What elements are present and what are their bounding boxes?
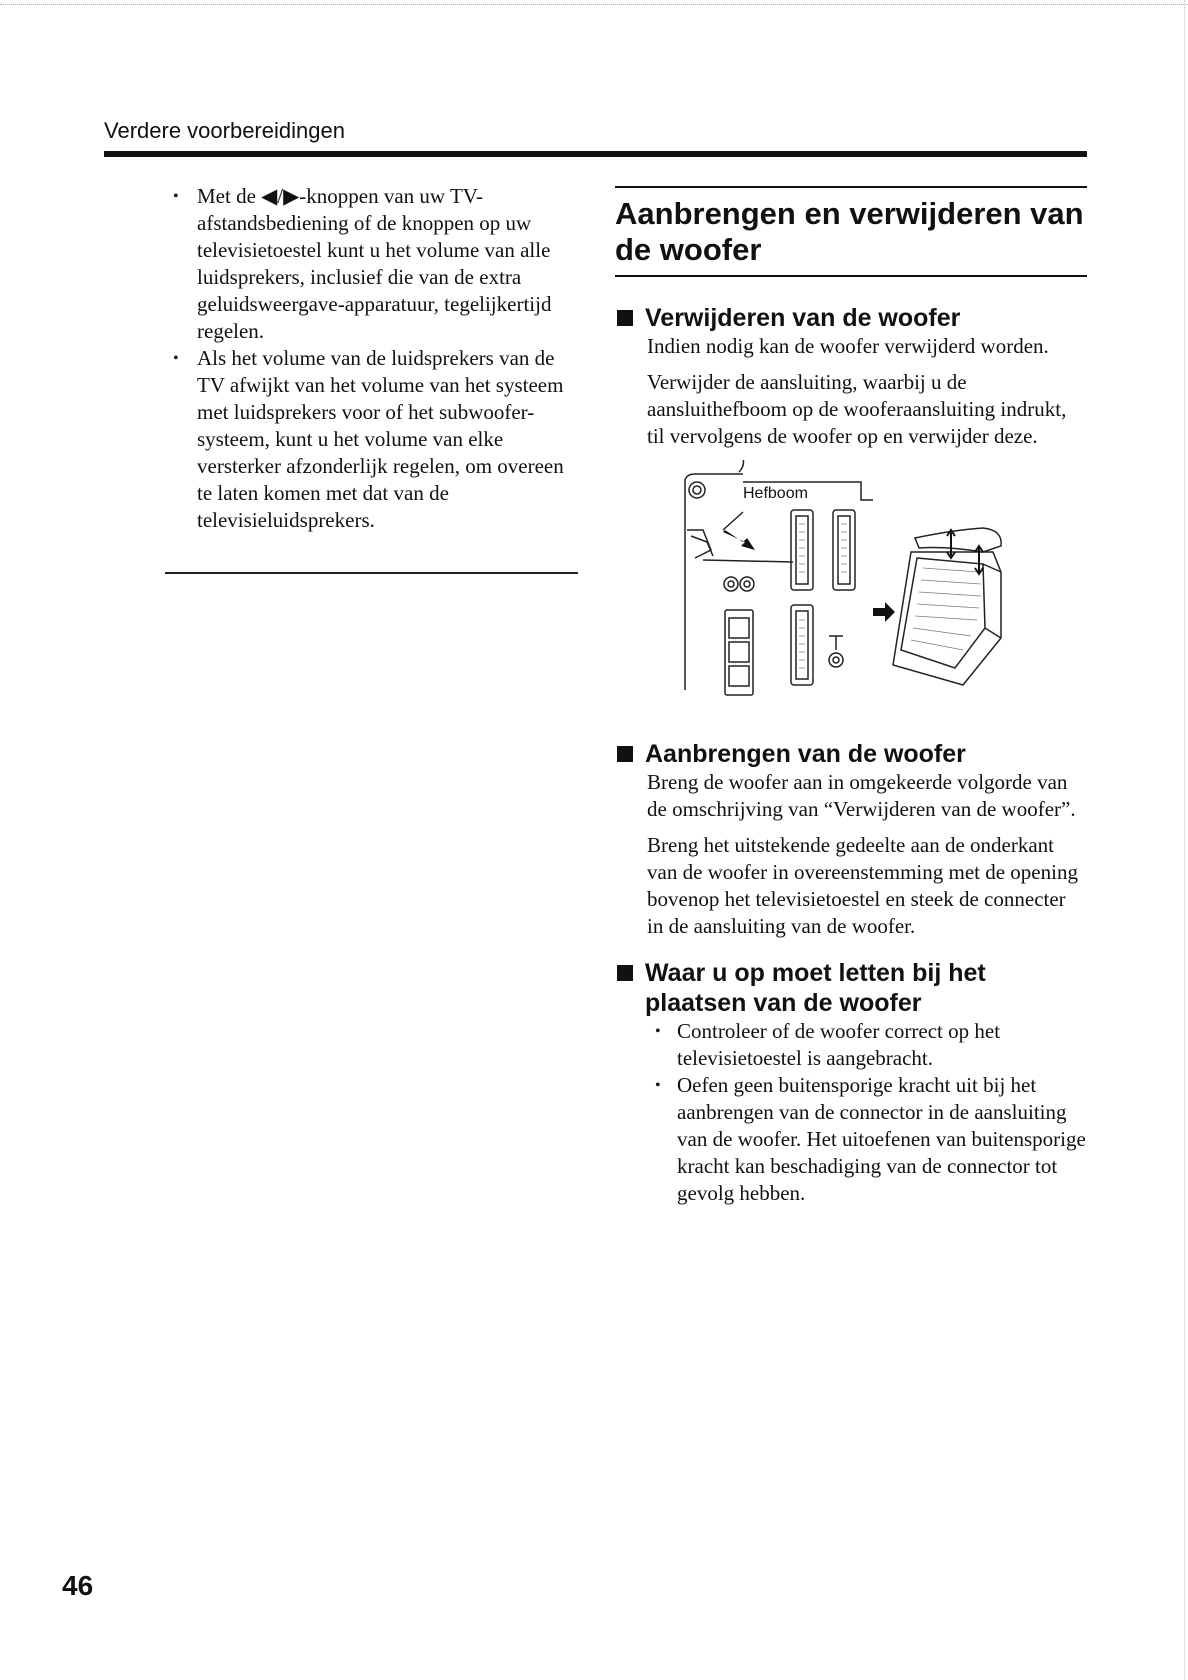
paragraph: Verwijder de aansluiting, waarbij u de aansluithefboom op de wooferaansluiting indrukt, til vervolgens de woofer op en verwijder deze. [647, 370, 1067, 448]
scan-border-right [1184, 0, 1185, 1680]
list-item [647, 1018, 1087, 1072]
woofer-illustration [683, 460, 1033, 725]
bullet-text: Als het volume van de luidsprekers van de TV afwijkt van het volume van het systeem met luidsprekers voor of het subwoofer-systeem, kunt u het volume van elke versterker afzonderlijk regelen, om overeen te laten komen met dat van de televisieluidsprekers. [197, 346, 564, 532]
subsection-heading-remove: Verwijderen van de woofer [615, 303, 1087, 333]
bullet-text: Oefen geen buitensporige kracht uit bij het aanbrengen van de connector in de aansluiting van de woofer. Het uitoefenen van buitensporige kracht kan beschadiging van de connector tot gevolg hebben. [677, 1073, 1086, 1205]
section-title: Aanbrengen en verwijderen van de woofer [615, 196, 1084, 267]
bullet-text: Controleer of de woofer correct op het televisietoestel is aangebracht. [677, 1019, 1001, 1070]
title-rule-top [615, 186, 1087, 188]
list-item [647, 1072, 1087, 1207]
bullet-marker: • [173, 188, 179, 205]
lever-label: Hefboom [743, 485, 808, 502]
paragraph: Indien nodig kan de woofer verwijderd worden. [647, 334, 1049, 358]
subsection-heading-install: Aanbrengen van de woofer [615, 739, 1087, 769]
paragraph: Breng de woofer aan in omgekeerde volgorde van de omschrijving van “Verwijderen van de woofer”. [647, 770, 1076, 821]
subsection-heading-caution: Waar u op moet letten bij het plaatsen van de woofer [615, 958, 1087, 1018]
running-head: Verdere voorbereidingen [104, 118, 345, 143]
list-item [165, 345, 580, 534]
square-bullet-icon [617, 310, 633, 326]
left-bullet-list [165, 183, 580, 534]
scan-border-top [0, 4, 1188, 5]
bullet-marker: • [173, 350, 179, 367]
right-column [615, 186, 1087, 1207]
list-item [165, 183, 580, 345]
bullet-text: Met de ◀/▶-knoppen van uw TV-afstandsbediening of de knoppen op uw televisietoestel kunt u het volume van alle luidsprekers, inclusief die van de extra geluidsweergave-apparatuur, tegelijkertijd regelen. [197, 184, 552, 343]
left-column [165, 183, 580, 534]
header-rule [104, 151, 1087, 157]
square-bullet-icon [617, 746, 633, 762]
square-bullet-icon [617, 965, 633, 981]
bullet-marker: • [655, 1077, 661, 1094]
woofer-diagram [683, 460, 1033, 725]
caution-bullet-list [647, 1018, 1087, 1207]
page-number: 46 [62, 1570, 94, 1601]
paragraph: Breng het uitstekende gedeelte aan de onderkant van de woofer in overeenstemming met de opening bovenop het televisietoestel en steek de connecter in de aansluiting van de woofer. [647, 833, 1078, 938]
left-column-rule [165, 572, 578, 574]
bullet-marker: • [655, 1023, 661, 1040]
